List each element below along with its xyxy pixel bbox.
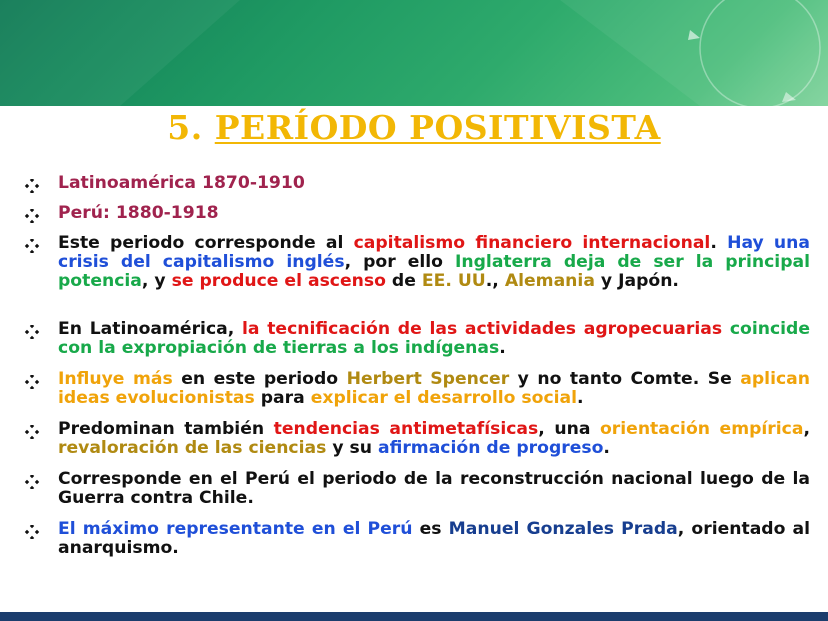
- text-segment: explicar el desarrollo social: [310, 388, 578, 408]
- text-segment: Alemania: [504, 271, 595, 291]
- banner-decoration: [0, 0, 828, 106]
- text-segment: Manuel Gonzales Prada: [448, 519, 678, 539]
- text-segment: de: [385, 271, 422, 291]
- item-text: [58, 470, 810, 508]
- text-segment: y no tanto Comte. Se: [509, 369, 741, 389]
- diamond-bullet-icon: [24, 179, 40, 193]
- text-segment: en este periodo: [172, 369, 347, 389]
- text-segment: [722, 319, 730, 339]
- footer-bar: [0, 612, 828, 621]
- diamond-bullet-icon: [24, 325, 40, 339]
- text-segment: Perú: 1880-1918: [58, 203, 219, 223]
- text-segment: El máximo representante en el Perú: [58, 519, 413, 539]
- text-segment: , por ello: [344, 252, 455, 272]
- text-segment: coincide con la expropiación de tierras a los indígenas: [58, 319, 811, 358]
- diamond-bullet-icon: [24, 475, 40, 489]
- text-segment: para: [254, 388, 311, 408]
- text-segment: .: [577, 388, 584, 408]
- text-segment: Latinoamérica 1870-1910: [58, 173, 305, 193]
- text-segment: y su: [326, 438, 378, 458]
- item-text: [58, 320, 810, 358]
- text-segment: orientación empírica: [599, 419, 804, 439]
- text-segment: , una: [538, 419, 600, 439]
- text-segment: capitalismo financiero internacional: [353, 233, 711, 253]
- diamond-bullet-icon: [24, 425, 40, 439]
- diamond-bullet-icon: [24, 375, 40, 389]
- header-banner: [0, 0, 828, 106]
- diamond-bullet-icon: [24, 209, 40, 223]
- text-segment: y Japón.: [594, 271, 679, 291]
- text-segment: , y: [141, 271, 172, 291]
- text-segment: .,: [485, 271, 505, 291]
- text-segment: Este periodo corresponde al: [58, 233, 354, 253]
- text-segment: revaloración de las ciencias: [58, 438, 327, 458]
- title-number: 5.: [167, 108, 203, 147]
- text-segment: es: [412, 519, 449, 539]
- item-text: [58, 420, 810, 458]
- text-segment: , orientado al anarquismo.: [58, 519, 811, 558]
- diamond-bullet-icon: [24, 525, 40, 539]
- text-segment: En Latinoamérica,: [58, 319, 242, 339]
- text-segment: la tecnificación de las actividades agropecuarias: [242, 319, 723, 339]
- text-segment: tendencias antimetafísicas: [273, 419, 539, 439]
- item-text: [58, 234, 810, 291]
- text-segment: ,: [803, 419, 810, 439]
- text-segment: se produce el ascenso: [171, 271, 386, 291]
- item-text: [58, 174, 810, 193]
- text-segment: Predominan también: [58, 419, 274, 439]
- text-segment: Herbert Spencer: [346, 369, 510, 389]
- text-segment: aplican ideas evolucionistas: [58, 369, 810, 408]
- text-segment: .: [710, 233, 728, 253]
- slide-title: [0, 108, 828, 147]
- text-segment: EE. UU: [421, 271, 486, 291]
- text-segment: afirmación de progreso: [377, 438, 604, 458]
- text-segment: .: [499, 338, 506, 358]
- text-segment: Hay una crisis del capitalismo inglés: [58, 233, 811, 272]
- item-text: [58, 520, 810, 558]
- item-text: [58, 204, 810, 223]
- text-segment: Corresponde en el Perú el periodo de la reconstrucción nacional luego de la Guerra contra Chile.: [58, 469, 810, 508]
- title-text: PERÍODO POSITIVISTA: [214, 108, 661, 147]
- text-segment: .: [603, 438, 610, 458]
- text-segment: Influye más: [58, 369, 173, 389]
- item-text: [58, 370, 810, 408]
- text-segment: Inglaterra deja de ser la principal potencia: [58, 252, 810, 291]
- diamond-bullet-icon: [24, 239, 40, 253]
